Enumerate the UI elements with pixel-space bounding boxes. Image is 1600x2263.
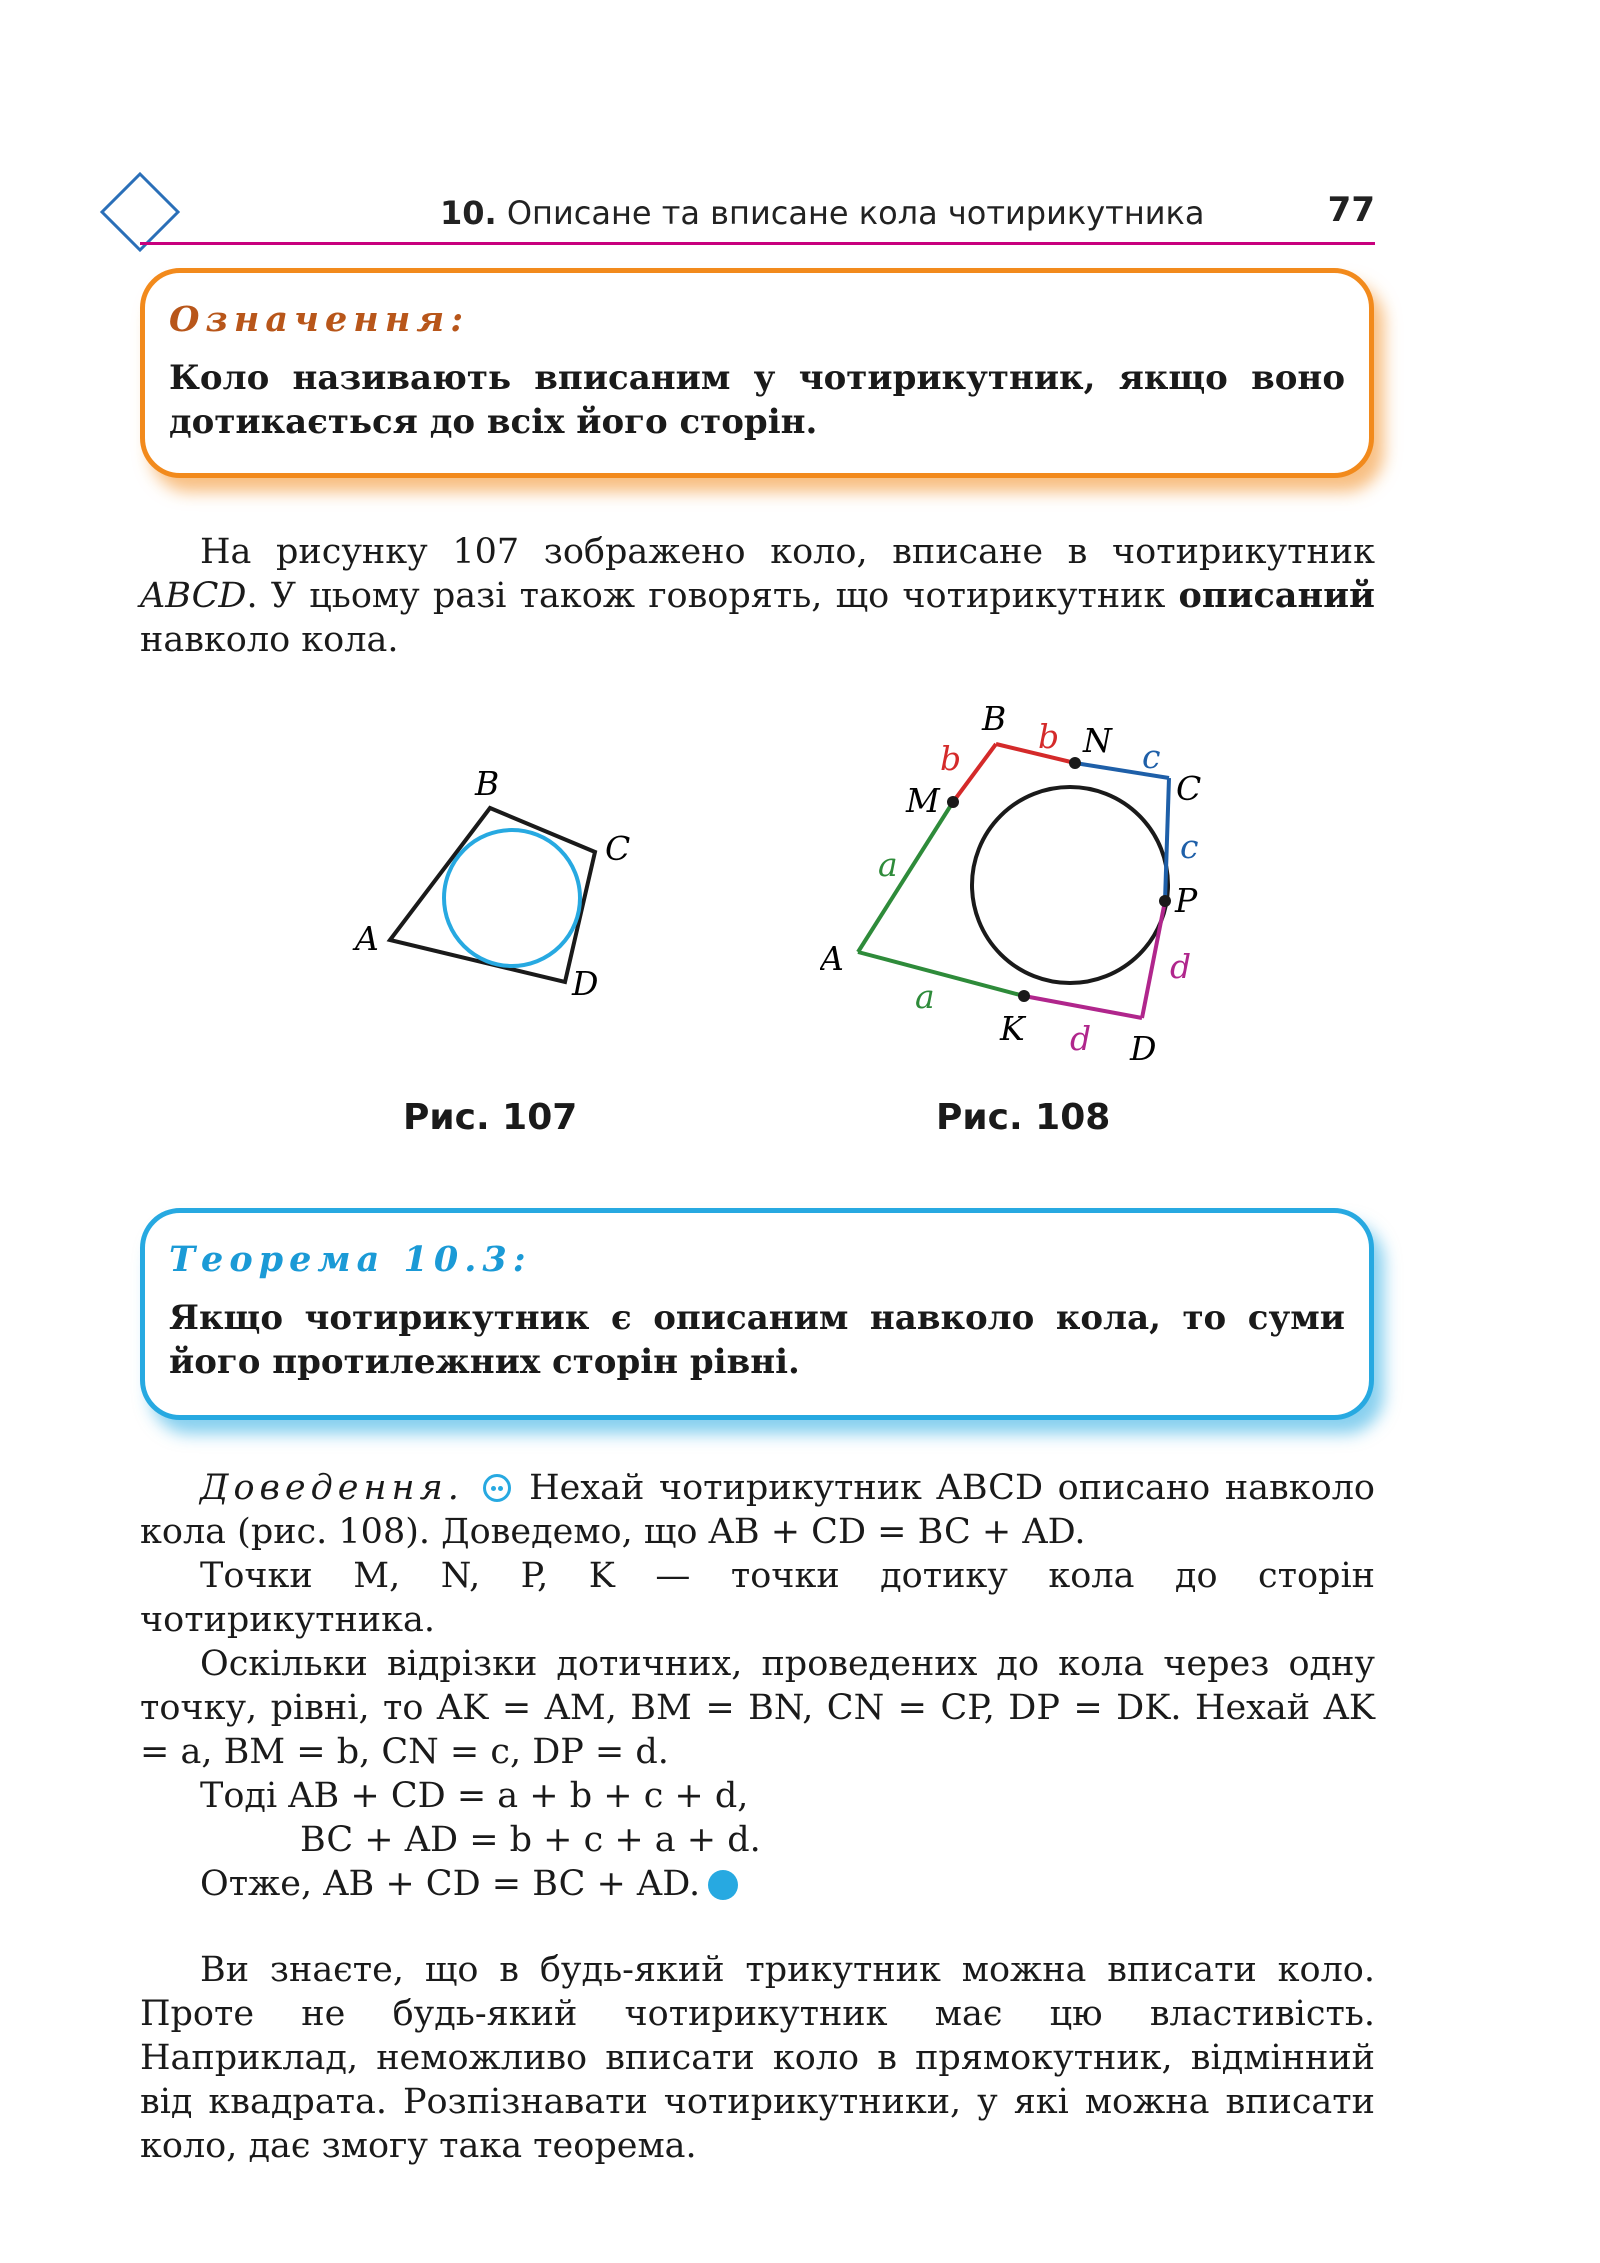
- definition-box: [140, 268, 1374, 478]
- label-108-B: B: [982, 700, 1007, 738]
- inscribed-circle-108: [972, 787, 1168, 983]
- caption-108: Рис. 108: [936, 1097, 1111, 1138]
- label-108-D: D: [1130, 1029, 1157, 1068]
- side-a-ak: [858, 952, 1024, 996]
- label-108-a1: a: [878, 845, 898, 884]
- inscribed-circle-107: [444, 830, 580, 966]
- closing-paragraph: [140, 1948, 1375, 2168]
- label-108-b1: b: [940, 739, 962, 778]
- figure-108: [820, 700, 1240, 1080]
- label-108-c2: c: [1180, 827, 1199, 866]
- figure-107: [340, 760, 660, 1020]
- proof-line-2: Точки M, N, P, K — точки дотику кола до сторін чотирикутника.: [140, 1556, 1375, 1640]
- proof-line-5: BC + AD = b + c + a + d.: [300, 1820, 761, 1860]
- running-header: [140, 190, 1375, 245]
- page-number: 77: [1327, 190, 1375, 230]
- definition-label: Означення:: [169, 299, 470, 340]
- point-K: [1018, 990, 1030, 1002]
- theorem-text: Якщо чотирикутник є описаним навколо кола, то суми його протилежних сторін рівні.: [169, 1298, 1345, 1382]
- side-d-dk: [1024, 996, 1142, 1018]
- theorem-box: [140, 1208, 1374, 1420]
- label-108-A: A: [820, 939, 844, 978]
- label-108-M: M: [906, 781, 940, 820]
- proof-line-1: Нехай чотирикутник ABCD описано навколо кола (рис. 108). Доведемо, що AB + CD = BC + AD.: [140, 1468, 1375, 1552]
- label-107-D: D: [572, 964, 599, 1003]
- section-title: 10. Описане та вписане кола чотирикутника: [440, 194, 1205, 232]
- label-107-B: B: [475, 764, 500, 803]
- intro-paragraph: На рисунку 107 зображено коло, вписане в чотирикутник ABCD. У цьому разі також говорять, що чотирикутник описаний навколо кола.: [140, 532, 1375, 660]
- proof-start-icon: [483, 1474, 511, 1502]
- proof-line-4: Тоді AB + CD = a + b + c + d,: [200, 1776, 749, 1816]
- caption-107: Рис. 107: [403, 1097, 578, 1138]
- side-a-am: [858, 802, 953, 952]
- label-108-d1: d: [1170, 947, 1192, 986]
- label-108-P: P: [1175, 881, 1198, 920]
- label-107-A: A: [355, 919, 379, 958]
- proof-block: [140, 1466, 1375, 1906]
- label-107-C: C: [605, 829, 631, 868]
- proof-line-6: Отже, AB + CD = BC + AD.: [200, 1864, 701, 1904]
- label-108-c1: c: [1142, 737, 1161, 776]
- label-108-K: K: [1000, 1009, 1025, 1048]
- proof-label: Доведення.: [200, 1468, 464, 1508]
- point-P: [1159, 895, 1171, 907]
- point-N: [1069, 757, 1081, 769]
- closing-text: Ви знаєте, що в будь-який трикутник можна вписати коло. Проте не будь-який чотирикутник має цю властивість. Наприклад, неможливо вписати коло в прямокутник, відмінний від квадрата. Розпізнавати чотирикутники, у які можна вписати коло, дає змогу така теорема.: [140, 1950, 1375, 2166]
- label-108-a2: a: [915, 977, 935, 1016]
- proof-line-3: Оскільки відрізки дотичних, проведених до кола через одну точку, рівні, то AK = AM, BM = BN, CN = CP, DP = DK. Нехай AK = a, BM = b, CN = c, DP = d.: [140, 1644, 1375, 1772]
- definition-text: Коло називають вписаним у чотирикутник, якщо воно дотикається до всіх його сторін.: [169, 358, 1345, 442]
- theorem-label: Теорема 10.3:: [169, 1239, 532, 1280]
- point-M: [947, 796, 959, 808]
- side-d-dp: [1142, 901, 1165, 1018]
- side-b-bn: [996, 744, 1075, 763]
- label-108-d2: d: [1070, 1019, 1092, 1058]
- label-108-C: C: [1176, 769, 1202, 808]
- label-108-b2: b: [1038, 717, 1060, 756]
- proof-end-icon: [708, 1870, 738, 1900]
- label-108-N: N: [1083, 721, 1112, 760]
